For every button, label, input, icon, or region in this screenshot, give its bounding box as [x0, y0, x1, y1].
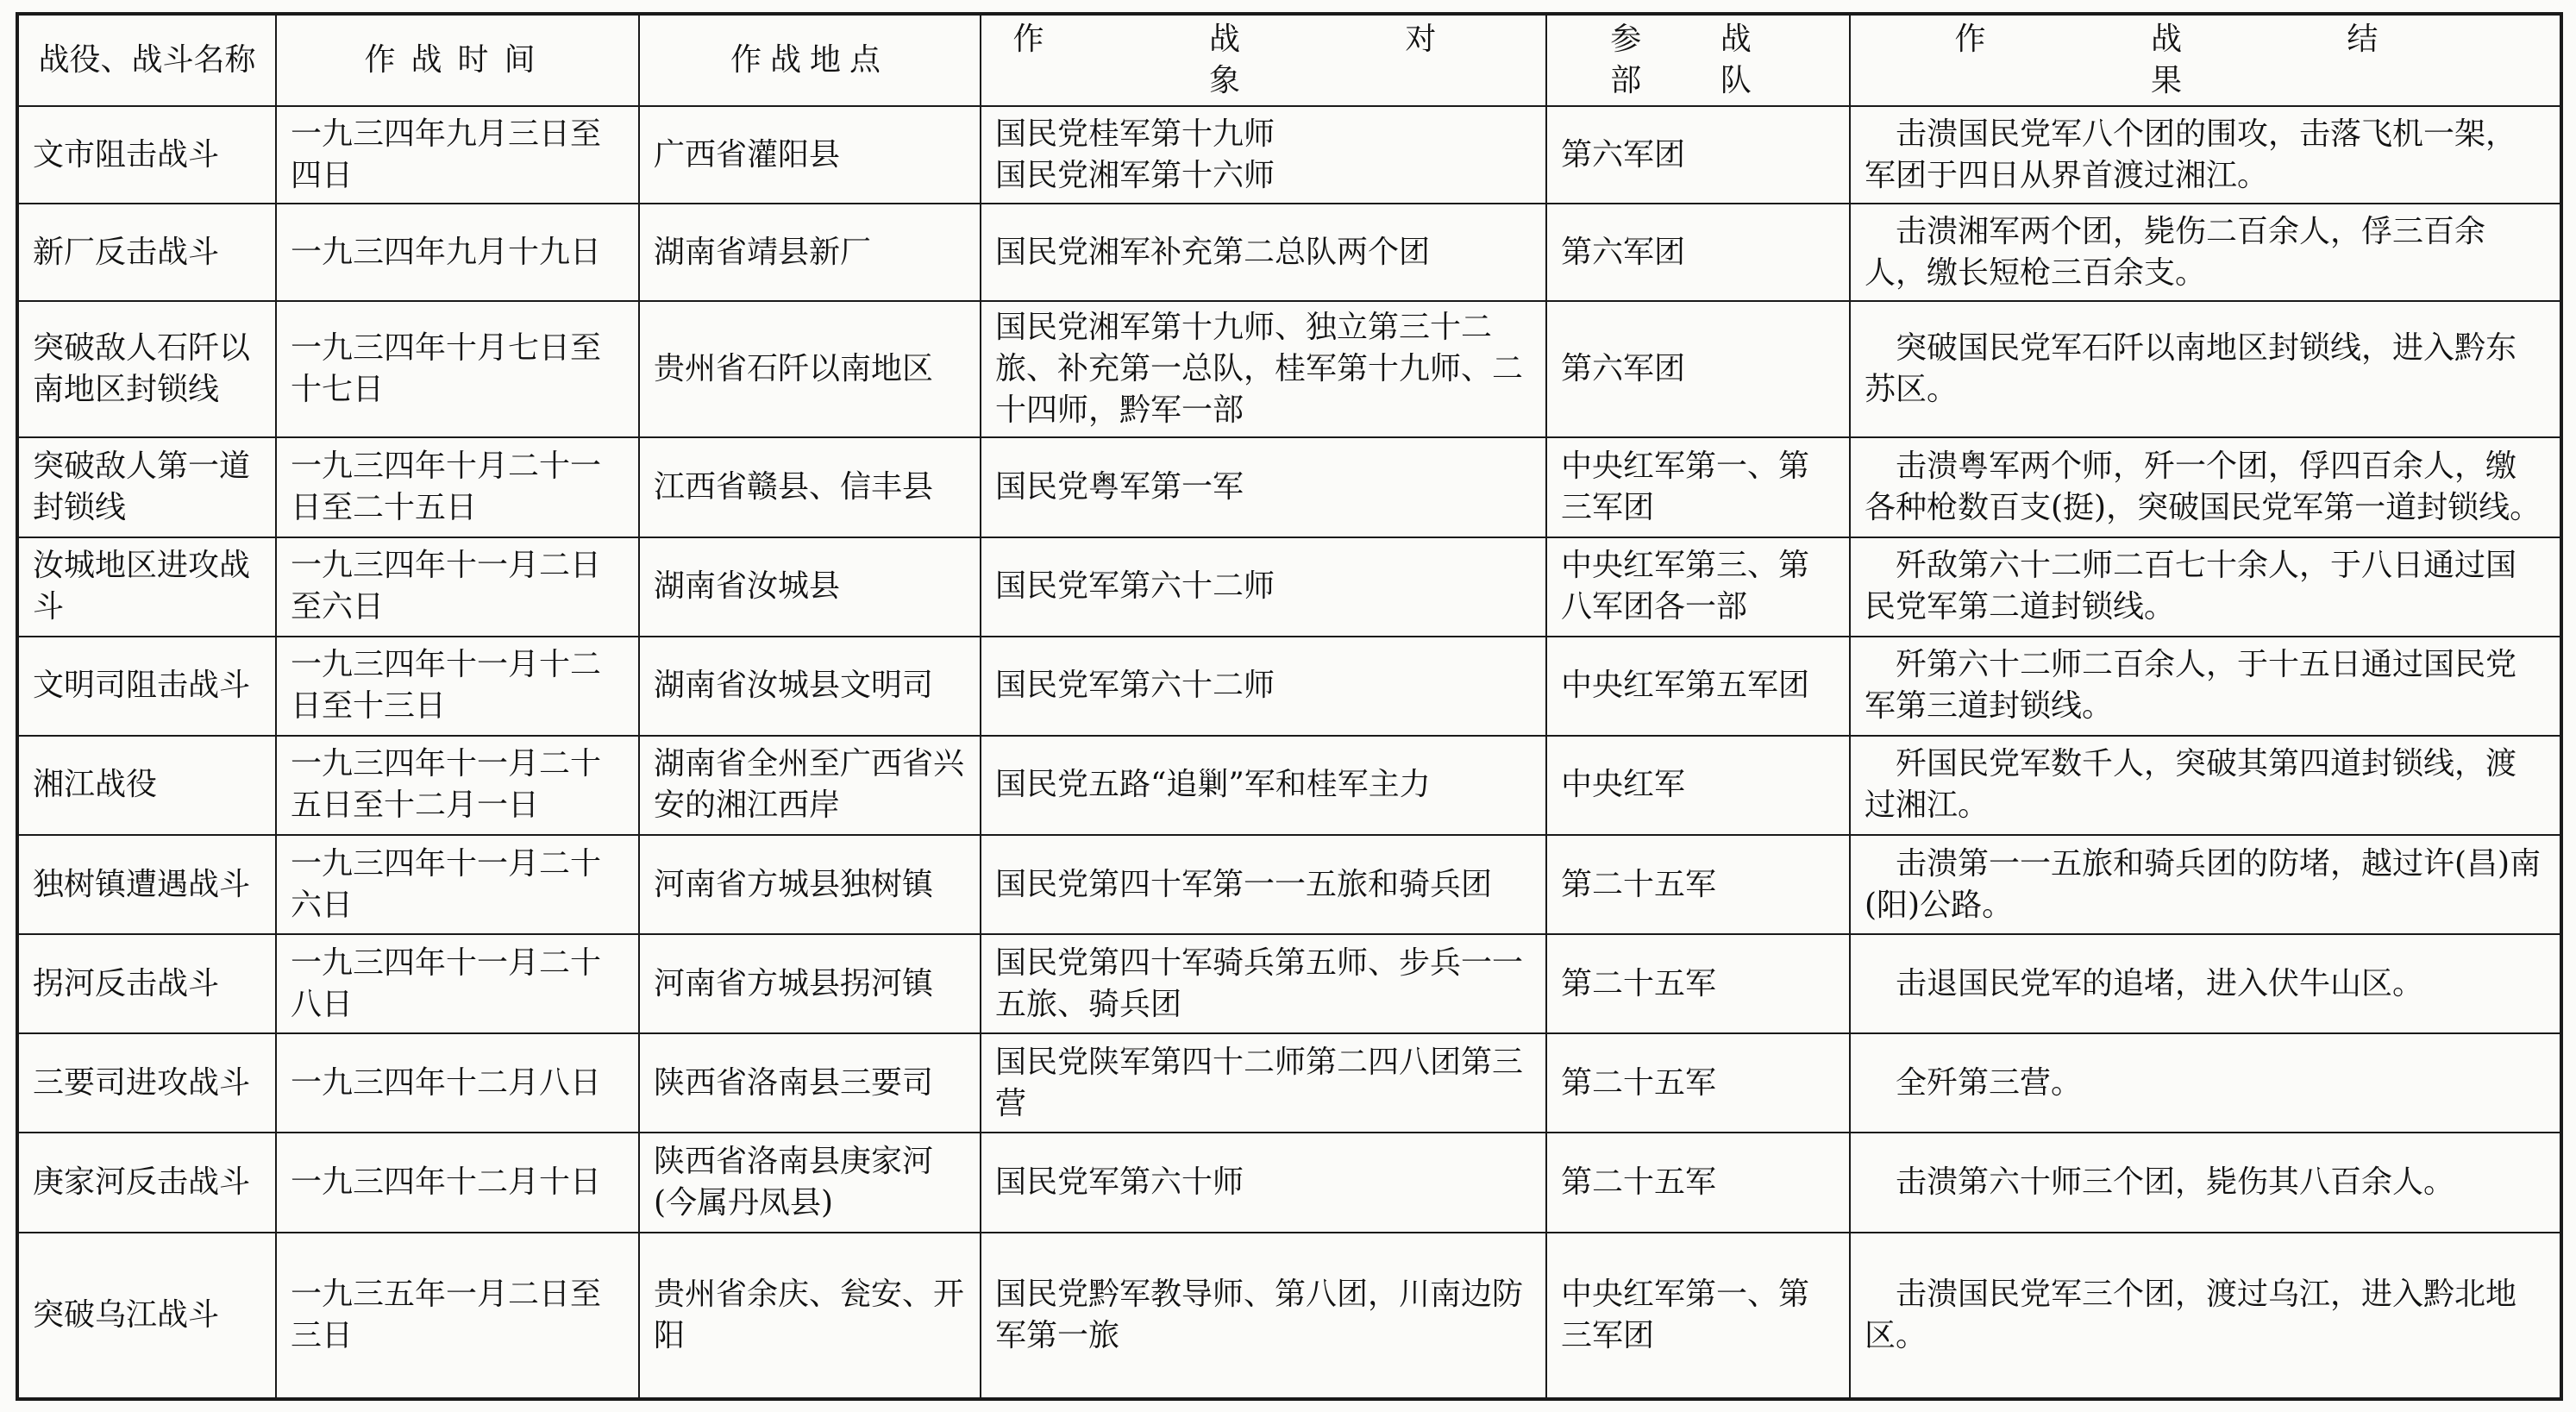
cell-name: 文明司阻击战斗	[17, 637, 276, 736]
cell-result: 歼敌第六十二师二百七十余人，于八日通过国民党军第二道封锁线。	[1850, 537, 2561, 637]
table-row	[17, 736, 2561, 835]
cell-target: 国民党第四十军骑兵第五师、步兵一一五旅、骑兵团	[981, 934, 1546, 1033]
cell-place: 广西省灌阳县	[639, 106, 981, 204]
cell-target: 国民党粤军第一军	[981, 437, 1546, 537]
table-row	[17, 1133, 2561, 1232]
cell-target: 国民党黔军教导师、第八团，川南边防军第一旅	[981, 1233, 1546, 1399]
cell-name: 突破敌人石阡以南地区封锁线	[17, 301, 276, 437]
cell-place: 贵州省石阡以南地区	[639, 301, 981, 437]
header-units: 参 战 部 队	[1546, 14, 1850, 106]
cell-target: 国民党军第六十师	[981, 1133, 1546, 1232]
table-row	[17, 537, 2561, 637]
cell-time: 一九三四年九月十九日	[276, 204, 639, 301]
cell-target: 国民党桂军第十九师 国民党湘军第十六师	[981, 106, 1546, 204]
cell-place: 陕西省洛南县三要司	[639, 1033, 981, 1133]
table-row	[17, 1233, 2561, 1399]
cell-place: 陕西省洛南县庚家河(今属丹凤县)	[639, 1133, 981, 1232]
table-row	[17, 437, 2561, 537]
cell-name: 汝城地区进攻战斗	[17, 537, 276, 637]
table-row	[17, 637, 2561, 736]
table-row	[17, 301, 2561, 437]
cell-place: 湖南省靖县新厂	[639, 204, 981, 301]
header-target: 作 战 对 象	[981, 14, 1546, 106]
cell-units: 中央红军第一、第三军团	[1546, 437, 1850, 537]
table-row	[17, 835, 2561, 934]
cell-name: 突破乌江战斗	[17, 1233, 276, 1399]
cell-place: 河南省方城县拐河镇	[639, 934, 981, 1033]
table-row	[17, 106, 2561, 204]
table-row	[17, 1033, 2561, 1133]
cell-units: 中央红军	[1546, 736, 1850, 835]
cell-result: 击溃第一一五旅和骑兵团的防堵，越过许(昌)南(阳)公路。	[1850, 835, 2561, 934]
cell-time: 一九三四年十一月二十八日	[276, 934, 639, 1033]
cell-units: 中央红军第一、第三军团	[1546, 1233, 1850, 1399]
table-body	[17, 106, 2561, 1399]
cell-result: 击溃国民党军三个团，渡过乌江，进入黔北地区。	[1850, 1233, 2561, 1399]
header-row	[17, 14, 2561, 106]
cell-target: 国民党军第六十二师	[981, 637, 1546, 736]
cell-units: 第二十五军	[1546, 1133, 1850, 1232]
cell-units: 中央红军第三、第八军团各一部	[1546, 537, 1850, 637]
header-name: 战役、战斗名称	[17, 14, 276, 106]
cell-units: 第二十五军	[1546, 835, 1850, 934]
cell-name: 独树镇遭遇战斗	[17, 835, 276, 934]
cell-units: 第六军团	[1546, 301, 1850, 437]
cell-time: 一九三四年十一月二十六日	[276, 835, 639, 934]
cell-result: 击溃第六十师三个团，毙伤其八百余人。	[1850, 1133, 2561, 1232]
cell-units: 第六军团	[1546, 204, 1850, 301]
cell-place: 湖南省汝城县	[639, 537, 981, 637]
cell-name: 新厂反击战斗	[17, 204, 276, 301]
cell-result: 歼国民党军数千人，突破其第四道封锁线，渡过湘江。	[1850, 736, 2561, 835]
cell-target: 国民党湘军补充第二总队两个团	[981, 204, 1546, 301]
cell-place: 江西省赣县、信丰县	[639, 437, 981, 537]
table-row	[17, 204, 2561, 301]
cell-time: 一九三四年十一月二十五日至十二月一日	[276, 736, 639, 835]
cell-result: 歼第六十二师二百余人，于十五日通过国民党军第三道封锁线。	[1850, 637, 2561, 736]
cell-target: 国民党湘军第十九师、独立第三十二旅、补充第一总队，桂军第十九师、二十四师，黔军一部	[981, 301, 1546, 437]
cell-target: 国民党第四十军第一一五旅和骑兵团	[981, 835, 1546, 934]
cell-name: 湘江战役	[17, 736, 276, 835]
header-result: 作 战 结 果	[1850, 14, 2561, 106]
cell-units: 中央红军第五军团	[1546, 637, 1850, 736]
cell-time: 一九三四年十月二十一日至二十五日	[276, 437, 639, 537]
cell-time: 一九三四年十二月十日	[276, 1133, 639, 1232]
cell-target: 国民党军第六十二师	[981, 537, 1546, 637]
cell-name: 庚家河反击战斗	[17, 1133, 276, 1232]
cell-result: 全歼第三营。	[1850, 1033, 2561, 1133]
cell-units: 第二十五军	[1546, 1033, 1850, 1133]
table-row	[17, 934, 2561, 1033]
cell-time: 一九三四年十一月二日至六日	[276, 537, 639, 637]
cell-name: 突破敌人第一道封锁线	[17, 437, 276, 537]
cell-place: 贵州省余庆、瓮安、开阳	[639, 1233, 981, 1399]
cell-units: 第二十五军	[1546, 934, 1850, 1033]
cell-result: 击溃粤军两个师，歼一个团，俘四百余人，缴各种枪数百支(挺)，突破国民党军第一道封锁线。	[1850, 437, 2561, 537]
battle-table	[16, 12, 2563, 1401]
cell-time: 一九三五年一月二日至三日	[276, 1233, 639, 1399]
header-time: 作战时间	[276, 14, 639, 106]
header-place: 作战地点	[639, 14, 981, 106]
cell-name: 三要司进攻战斗	[17, 1033, 276, 1133]
cell-result: 击溃国民党军八个团的围攻，击落飞机一架，军团于四日从界首渡过湘江。	[1850, 106, 2561, 204]
cell-result: 突破国民党军石阡以南地区封锁线，进入黔东苏区。	[1850, 301, 2561, 437]
cell-place: 河南省方城县独树镇	[639, 835, 981, 934]
cell-time: 一九三四年十一月十二日至十三日	[276, 637, 639, 736]
cell-result: 击溃湘军两个团，毙伤二百余人，俘三百余人，缴长短枪三百余支。	[1850, 204, 2561, 301]
cell-result: 击退国民党军的追堵，进入伏牛山区。	[1850, 934, 2561, 1033]
cell-time: 一九三四年十月七日至十七日	[276, 301, 639, 437]
cell-time: 一九三四年十二月八日	[276, 1033, 639, 1133]
cell-name: 拐河反击战斗	[17, 934, 276, 1033]
cell-time: 一九三四年九月三日至四日	[276, 106, 639, 204]
cell-units: 第六军团	[1546, 106, 1850, 204]
cell-place: 湖南省汝城县文明司	[639, 637, 981, 736]
cell-name: 文市阻击战斗	[17, 106, 276, 204]
cell-target: 国民党五路“追剿”军和桂军主力	[981, 736, 1546, 835]
cell-place: 湖南省全州至广西省兴安的湘江西岸	[639, 736, 981, 835]
cell-target: 国民党陕军第四十二师第二四八团第三营	[981, 1033, 1546, 1133]
